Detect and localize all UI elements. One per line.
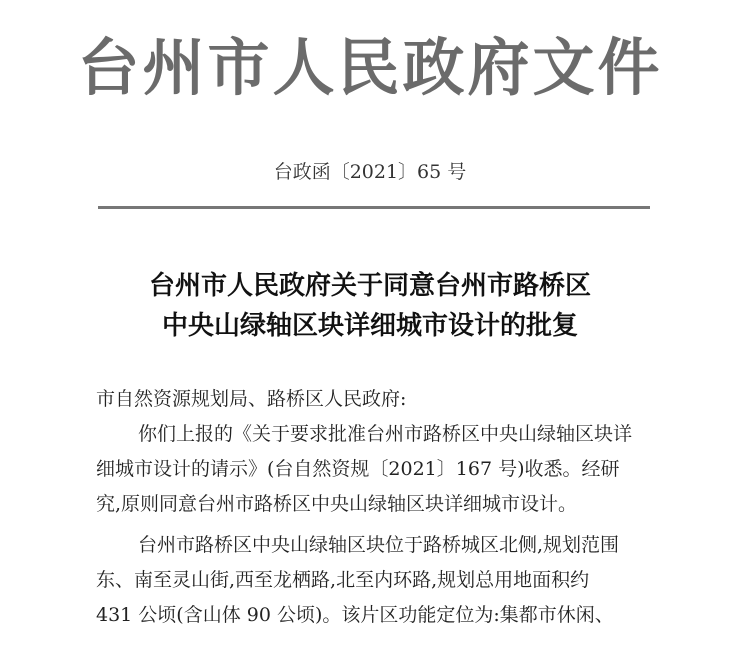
issuer-header: 台州市人民政府文件 <box>77 31 663 104</box>
paragraph-1-line-1: 你们上报的《关于要求批准台州市路桥区中央山绿轴区块详 <box>138 423 633 445</box>
title-line-1: 台州市人民政府关于同意台州市路桥区 <box>148 271 591 301</box>
document-number: 台政函〔2021〕65 号 <box>273 161 467 183</box>
header-divider <box>98 206 650 209</box>
paragraph-2-line-2: 东、南至灵山街,西至龙栖路,北至内环路,规划总用地面积约 <box>96 569 590 591</box>
paragraph-2-line-3: 431 公顷(含山体 90 公顷)。该片区功能定位为:集都市休闲、 <box>96 604 614 626</box>
salutation: 市自然资源规划局、路桥区人民政府: <box>96 388 407 410</box>
paragraph-2-line-1: 台州市路桥区中央山绿轴区块位于路桥城区北侧,规划范围 <box>138 534 620 556</box>
document-body <box>96 382 656 633</box>
paragraph-1-line-2: 细城市设计的请示》(台自然资规〔2021〕167 号)收悉。经研 <box>96 458 620 480</box>
paragraph-1-line-3: 究,原则同意台州市路桥区中央山绿轴区块详细城市设计。 <box>96 493 578 515</box>
title-line-2: 中央山绿轴区块详细城市设计的批复 <box>161 311 578 341</box>
document-title <box>0 266 740 346</box>
